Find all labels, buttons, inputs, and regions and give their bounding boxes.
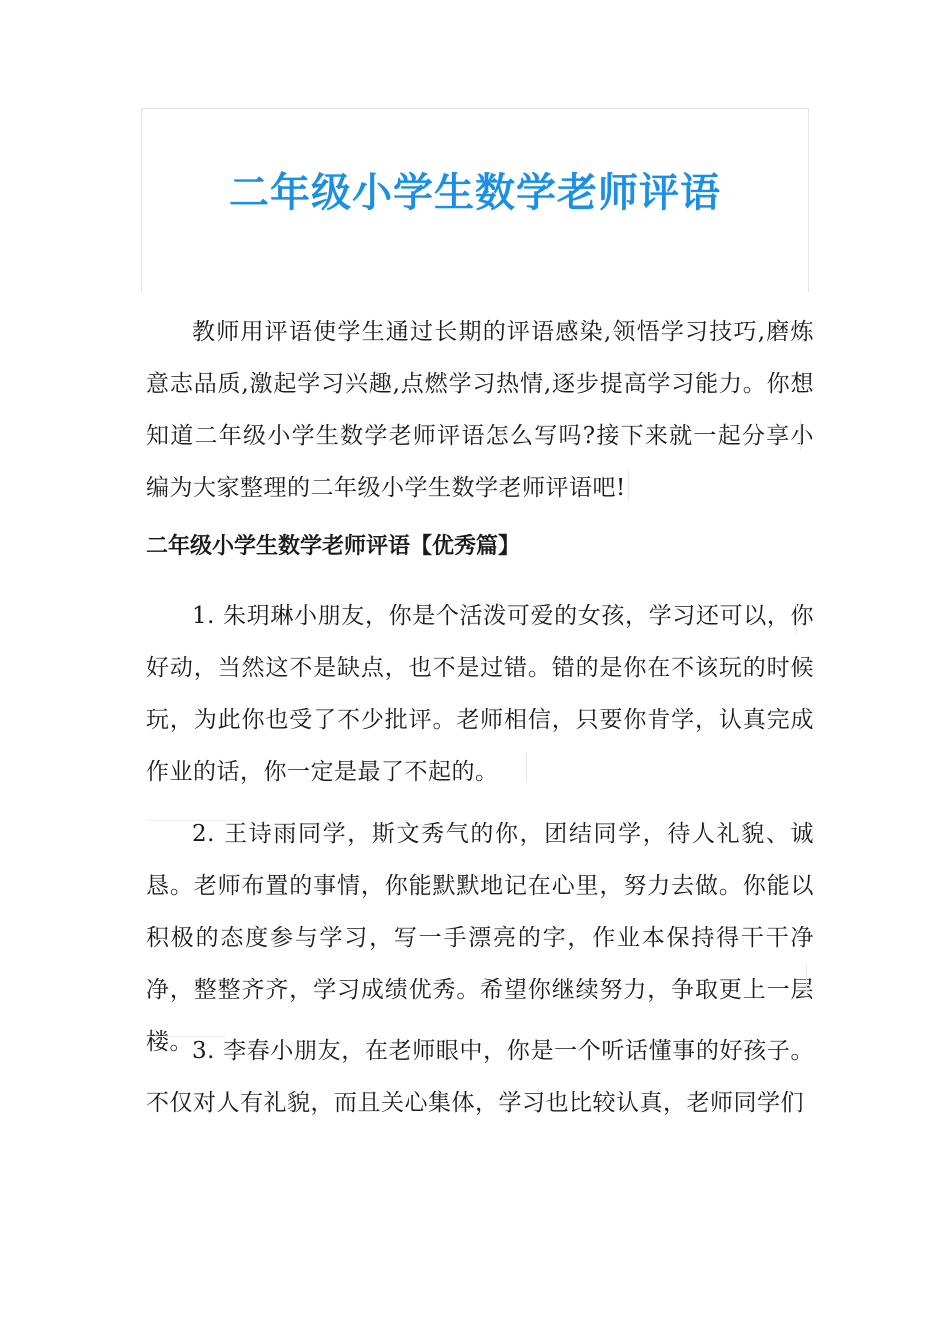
list-item: [146, 590, 814, 798]
intro-paragraph: 教师用评语使学生通过长期的评语感染,领悟学习技巧,磨炼意志品质,激起学习兴趣,点燃学习热情,逐步提高学习能力。你想知道二年级小学生数学老师评语怎么写吗?接下来就一起分享小编为大家整理的二年级小学生数学老师评语吧!: [146, 319, 814, 501]
list-item: [146, 1025, 814, 1129]
list-item-text: 朱玥琳小朋友，你是个活泼可爱的女孩，学习还可以，你好动，当然这不是缺点，也不是过错。错的是你在不该玩的时候玩，为此你也受了不少批评。老师相信，只要你肯学，认真完成作业的话，你一定是最了不起的。: [146, 603, 814, 785]
list-item-number: 1.: [192, 603, 215, 629]
list-item-text: 李春小朋友，在老师眼中，你是一个听话懂事的好孩子。不仅对人有礼貌，而且关心集体，学习也比较认真，老师同学们: [146, 1038, 814, 1116]
section-heading: 二年级小学生数学老师评语【优秀篇】: [146, 534, 521, 559]
guide-rule: [806, 964, 807, 994]
guide-rule: [146, 1036, 226, 1037]
guide-rule: [800, 420, 801, 450]
guide-rule: [628, 470, 629, 500]
list-item-number: 3.: [192, 1038, 215, 1064]
guide-rule: [796, 604, 797, 634]
guide-rule: [146, 820, 246, 821]
list-item-text: 王诗雨同学，斯文秀气的你，团结同学，待人礼貌、诚恳。老师布置的事情，你能默默地记在心里，努力去做。你能以积极的态度参与学习，写一手漂亮的字，作业本保持得干干净净，整整齐齐，学习成绩优秀。希望你继续努力，争取更上一层楼。: [146, 821, 814, 1055]
title-frame-top-border: [141, 108, 809, 109]
list-item-number: 2.: [192, 821, 215, 847]
document-title: 二年级小学生数学老师评语: [229, 170, 721, 216]
guide-rule: [526, 752, 527, 782]
